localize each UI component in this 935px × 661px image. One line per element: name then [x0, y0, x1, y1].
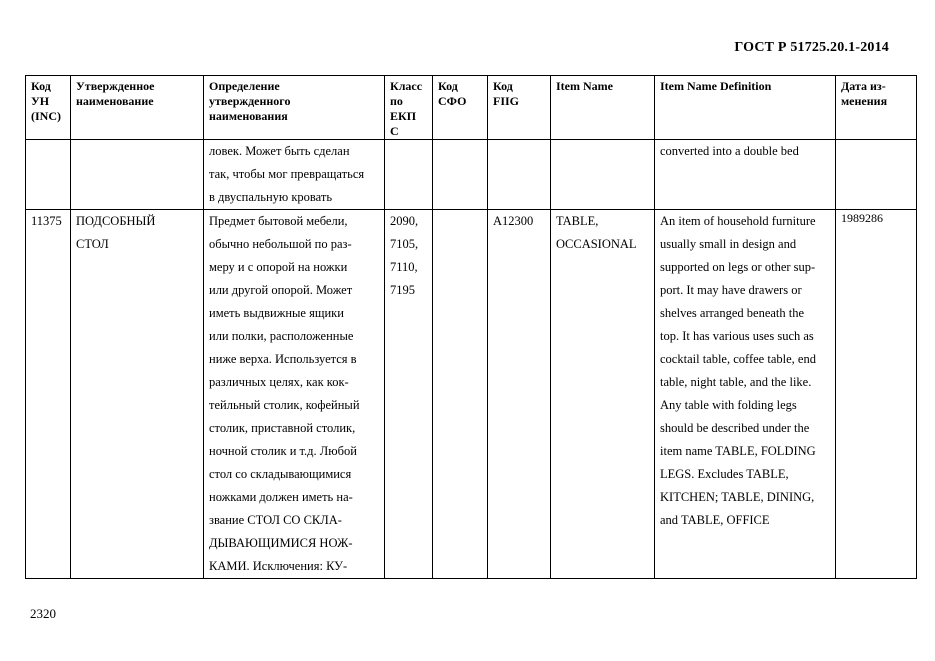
text-line: обычно небольшой по раз-	[209, 237, 352, 251]
cell-definition-ru	[204, 210, 385, 579]
catalog-table	[25, 75, 917, 579]
text-line: table, night table, and the like.	[660, 375, 812, 389]
text-line: OCCASIONAL	[556, 237, 637, 251]
cell-definition-en	[655, 140, 836, 210]
cell-inc	[26, 140, 71, 210]
cell-definition-ru	[204, 140, 385, 210]
text-line: Any table with folding legs	[660, 398, 797, 412]
text-line: top. It has various uses such as	[660, 329, 814, 343]
text-line: ПОДСОБНЫЙ	[76, 214, 156, 228]
text-line: supported on legs or other sup-	[660, 260, 816, 274]
col-header-change-date: Дата из- менения	[836, 76, 917, 140]
cell-class	[385, 210, 433, 579]
text-line: СТОЛ	[76, 237, 109, 251]
page-number: 2320	[30, 606, 56, 621]
text-line: KITCHEN; TABLE, DINING,	[660, 490, 815, 504]
text-line: столик, приставной столик,	[209, 421, 356, 435]
text-line: тейльный столик, кофейный	[209, 398, 360, 412]
text-line: стол со складывающимися	[209, 467, 352, 481]
cell-fiig	[488, 210, 551, 579]
col-header-fiig: Код FIIG	[488, 76, 551, 140]
text-line: или другой опорой. Может	[209, 283, 353, 297]
cell-name-ru	[71, 210, 204, 579]
text-line: cocktail table, coffee table, end	[660, 352, 816, 366]
text-line: LEGS. Excludes TABLE,	[660, 467, 789, 481]
text-line: item name TABLE, FOLDING	[660, 444, 816, 458]
text-line: звание СТОЛ СО СКЛА-	[209, 513, 342, 527]
inc-code: 11375	[31, 214, 62, 228]
cell-change-date	[836, 140, 917, 210]
class-code: 2090,	[390, 214, 419, 228]
change-date: 1989286	[841, 211, 883, 225]
cell-definition-en	[655, 210, 836, 579]
text-line: так, чтобы мог превращаться	[209, 167, 365, 181]
text-line: ловек. Может быть сделан	[209, 144, 350, 158]
cell-item-name	[551, 210, 655, 579]
text-line: или полки, расположенные	[209, 329, 354, 343]
cell-sfo	[433, 210, 488, 579]
cell-name-ru	[71, 140, 204, 210]
text-line: ниже верха. Используется в	[209, 352, 357, 366]
class-code: 7110,	[390, 260, 418, 274]
text-line: ночной столик и т.д. Любой	[209, 444, 357, 458]
cell-change-date	[836, 210, 917, 579]
text-line: TABLE,	[556, 214, 599, 228]
cell-item-name	[551, 140, 655, 210]
text-line: КАМИ. Исключения: КУ-	[209, 559, 348, 573]
text-line: меру и с опорой на ножки	[209, 260, 348, 274]
col-header-definition-ru: Определение утвержденного наименования	[204, 76, 385, 140]
fiig-code: A12300	[493, 214, 534, 228]
cell-inc	[26, 210, 71, 579]
text-line: различных целях, как кок-	[209, 375, 349, 389]
col-header-item-name: Item Name	[551, 76, 655, 140]
text-line: and TABLE, OFFICE	[660, 513, 770, 527]
text-line: в двуспальную кровать	[209, 190, 333, 204]
text-line: An item of household furniture	[660, 214, 816, 228]
col-header-approved-name: Утвержденное наименование	[71, 76, 204, 140]
table-header-row	[26, 76, 917, 140]
cell-sfo	[433, 140, 488, 210]
class-code: 7105,	[390, 237, 419, 251]
text-line: ножками должен иметь на-	[209, 490, 353, 504]
cell-class	[385, 140, 433, 210]
class-code: 7195	[390, 283, 415, 297]
col-header-inc: Код УН (INC)	[26, 76, 71, 140]
text-line: port. It may have drawers or	[660, 283, 802, 297]
col-header-class: Класс по ЕКП С	[385, 76, 433, 140]
text-line: Предмет бытовой мебели,	[209, 214, 348, 228]
text-line: usually small in design and	[660, 237, 797, 251]
sfo-code	[438, 210, 482, 233]
col-header-item-definition: Item Name Definition	[655, 76, 836, 140]
document-id: ГОСТ Р 51725.20.1-2014	[734, 40, 889, 55]
text-line: иметь выдвижные ящики	[209, 306, 344, 320]
table-row-continuation	[26, 140, 917, 210]
text-line: shelves arranged beneath the	[660, 306, 805, 320]
text-line: ДЫВАЮЩИМИСЯ НОЖ-	[209, 536, 353, 550]
col-header-sfo: Код СФО	[433, 76, 488, 140]
text-line: converted into a double bed	[660, 144, 799, 158]
text-line: should be described under the	[660, 421, 810, 435]
cell-fiig	[488, 140, 551, 210]
table-row-11375	[26, 210, 917, 579]
